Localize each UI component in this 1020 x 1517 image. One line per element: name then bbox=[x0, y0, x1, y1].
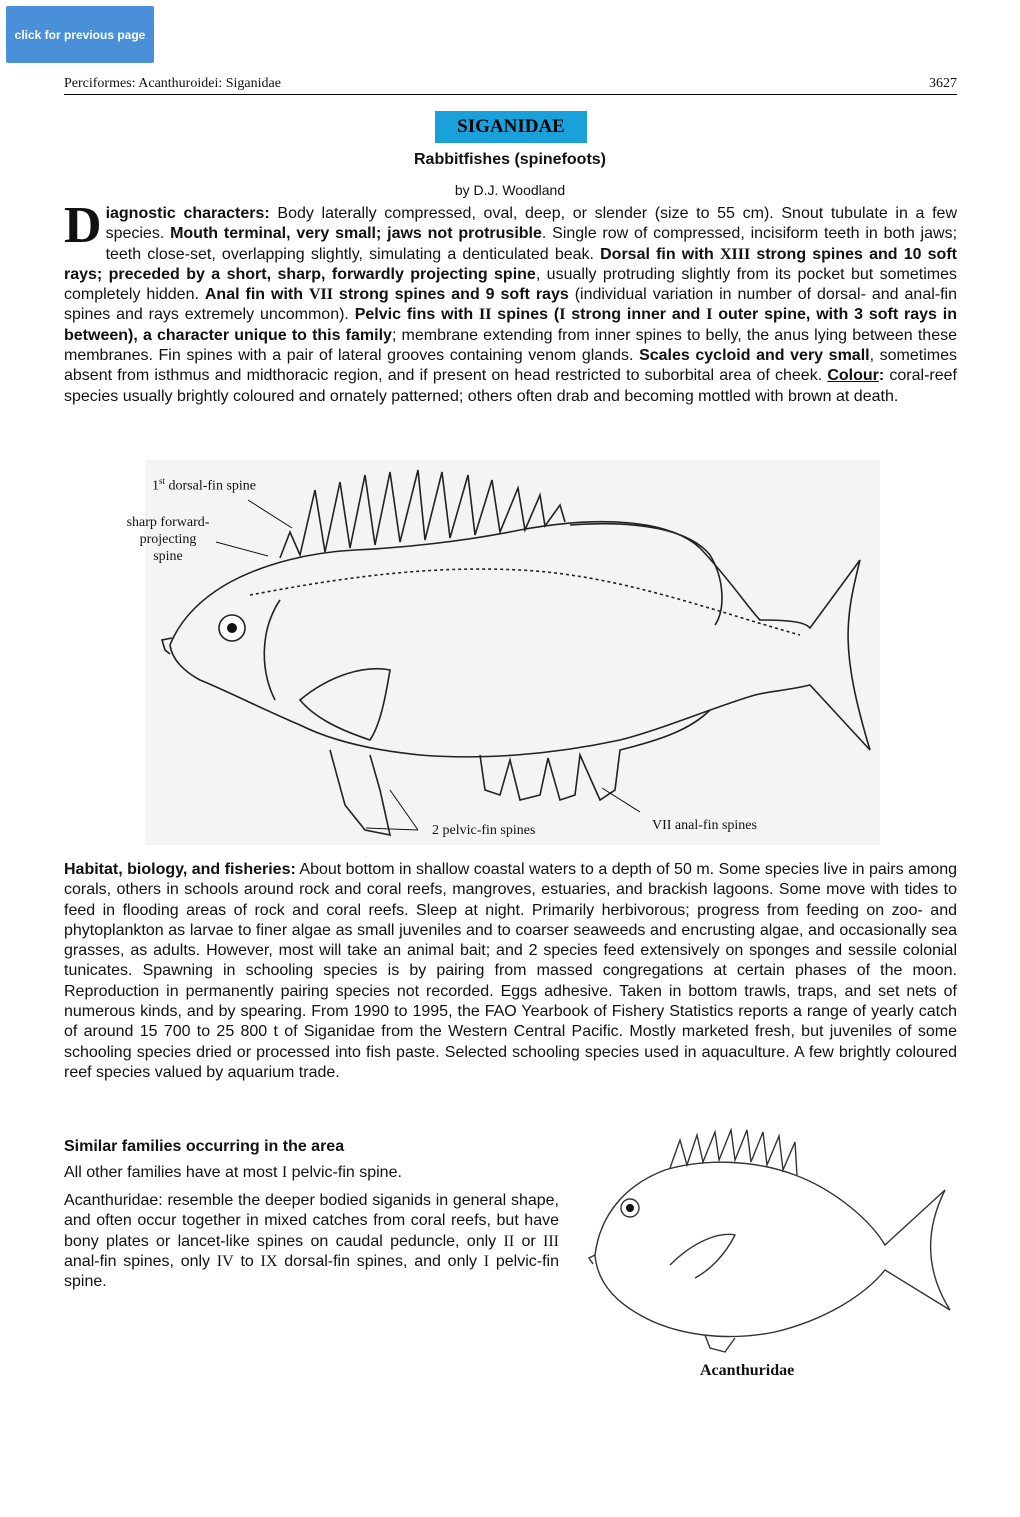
text: (individual variation in number of dorsal- and anal-fin spines and rays extremely uncommon). bbox=[64, 286, 958, 324]
text: , usually protruding slightly from its pocket but sometimes completely hidden. bbox=[64, 265, 957, 304]
acanthurid-pectoral-fin bbox=[670, 1234, 735, 1278]
previous-page-button[interactable]: click for previous page bbox=[6, 6, 154, 63]
acanthuridae-caption: Acanthuridae bbox=[700, 1362, 795, 1379]
roman-numeral: I bbox=[483, 1252, 490, 1270]
roman-numeral: IX bbox=[260, 1252, 278, 1270]
label-superscript: st bbox=[159, 476, 166, 486]
similar-families-intro bbox=[64, 1164, 564, 1182]
text: , sometimes absent from isthmus and midthoracic region, and if present on head restricted to suborbital area of cheek. bbox=[64, 347, 957, 385]
text: to bbox=[233, 1252, 261, 1270]
similar-families-heading: Similar families occurring in the area bbox=[64, 1138, 345, 1155]
label-first-dorsal-spine bbox=[152, 476, 256, 495]
acanthurid-fish-illustration bbox=[585, 1120, 965, 1360]
habitat-paragraph bbox=[64, 860, 957, 1083]
label-pelvic-spines: 2 pelvic-fin spines bbox=[432, 823, 536, 838]
colour-heading: Colour bbox=[827, 367, 879, 385]
author-line: by D.J. Woodland bbox=[454, 182, 566, 198]
bold-text: Anal fin with bbox=[204, 286, 309, 304]
acanthuridae-paragraph bbox=[64, 1191, 559, 1292]
acanthurid-dorsal-fin bbox=[670, 1130, 797, 1175]
text: Acanthuridae: resemble the deeper bodied siganids in general shape, and often occur together in mixed catches from coral reefs, but have bony plates or lancet-like spines on caudal peduncle, only bbox=[64, 1192, 559, 1250]
drop-cap: D bbox=[64, 197, 102, 254]
bold-text: spines ( bbox=[491, 306, 560, 324]
label-line: sharp forward- bbox=[126, 515, 210, 530]
fish-pupil bbox=[227, 623, 237, 633]
text: All other families have at most bbox=[64, 1164, 282, 1181]
text: coral-reef species usually brightly coloured and ornately patterned; others often drab and becoming mottled with brown at death. bbox=[64, 367, 957, 405]
text: pelvic-fin spine. bbox=[64, 1252, 559, 1291]
bold-text: Dorsal fin with bbox=[600, 245, 720, 263]
acanthurid-mouth bbox=[589, 1255, 595, 1264]
bold-text: Pelvic fins with bbox=[354, 306, 479, 324]
bold-text: Scales cycloid and very small bbox=[639, 347, 870, 365]
text: pelvic-fin spine. bbox=[287, 1164, 402, 1181]
bold-text: outer spine, with 3 soft rays in between), a character unique to this family bbox=[64, 306, 958, 344]
acanthurid-anal-fin bbox=[705, 1335, 735, 1352]
roman-numeral: II bbox=[503, 1232, 515, 1250]
roman-numeral: I bbox=[706, 306, 713, 324]
roman-numeral: I bbox=[559, 306, 566, 324]
label-line: spine bbox=[153, 549, 183, 564]
roman-numeral: VII bbox=[308, 286, 333, 304]
roman-numeral: IV bbox=[216, 1252, 234, 1270]
roman-numeral: III bbox=[543, 1232, 559, 1250]
bold-text: : bbox=[878, 367, 885, 385]
running-header bbox=[64, 76, 957, 95]
bold-text: Mouth terminal, very small; jaws not protrusible bbox=[170, 225, 542, 243]
running-title: Perciformes: Acanthuroidei: Siganidae bbox=[64, 76, 281, 91]
label-line: projecting bbox=[139, 532, 197, 547]
figure-background bbox=[145, 460, 880, 845]
diagnostic-heading: iagnostic characters: bbox=[105, 205, 270, 222]
text: anal-fin spines, only bbox=[64, 1252, 217, 1270]
family-title: SIGANIDAE bbox=[435, 111, 587, 143]
label-sharp-spine bbox=[110, 514, 226, 565]
diagnostic-characters-paragraph bbox=[64, 197, 958, 407]
bold-text: strong inner and bbox=[565, 306, 707, 324]
bold-text: strong spines and 10 soft rays; preceded by a short, sharp, forwardly projecting spine bbox=[64, 245, 957, 283]
text: dorsal-fin spines, and only bbox=[277, 1252, 484, 1270]
acanthurid-body-outline bbox=[595, 1162, 950, 1336]
label-anal-spines: VII anal-fin spines bbox=[652, 818, 757, 833]
text: ; membrane extending from inner spines to belly, the anus lying between these membranes. Fin spines with a pair of lateral grooves containing venom glands. bbox=[64, 326, 957, 365]
bold-text: strong spines and 9 soft rays bbox=[332, 286, 569, 304]
roman-numeral: XIII bbox=[719, 245, 751, 263]
roman-numeral: II bbox=[479, 306, 492, 324]
habitat-heading: Habitat, biology, and fisheries: bbox=[64, 861, 296, 878]
label-text: dorsal-fin spine bbox=[165, 478, 256, 494]
text: Body laterally compressed, oval, deep, or slender (size to 55 cm). Snout tubulate in a few species. bbox=[105, 205, 957, 243]
page-number: 3627 bbox=[929, 76, 957, 91]
text: . Single row of compressed, incisiform teeth in both jaws; teeth close-set, overlapping slightly, simulating a denticulated beak. bbox=[105, 225, 958, 263]
text: or bbox=[514, 1232, 544, 1250]
acanthurid-pupil bbox=[626, 1204, 634, 1212]
habitat-text: About bottom in shallow coastal waters to a depth of 50 m. Some species live in pairs among corals, others in schools around rock and coral reefs, mangroves, estuaries, and brackish lagoons. Some move with tides to feed in flooding areas of rock and coral reefs. Sleep at night. Primarily herbivorous; progress from feeding on zoo- and phytoplankton as larvae to finer algae as small juveniles and to coarser seaweeds and encrusting algae, and occasionally sea grasses, as adults. However, most will take an animal bait; and 2 species feed extensively on sponges and sessile colonial tunicates. Spawning in schooling species is by pairing from massed congregations at certain phases of the moon. Reproduction in permanently pairing species not recorded. Eggs adhesive. Taken in bottom trawls, traps, and set nets of numerous kinds, and by spearing. From 1990 to 1995, the FAO Yearbook of Fishery Statistics reports a range of yearly catch of around 15 700 to 25 800 t of Siganidae from the Western Central Pacific. Mostly marketed fresh, but juveniles of some schooling species dried or processed into fish paste. Selected schooling species used in aquaculture. A few brightly coloured reef species valued by aquarium trade. bbox=[64, 861, 958, 1081]
common-name: Rabbitfishes (spinefoots) bbox=[413, 151, 606, 168]
roman-numeral: I bbox=[281, 1164, 288, 1181]
label-text: 1 bbox=[152, 478, 159, 494]
